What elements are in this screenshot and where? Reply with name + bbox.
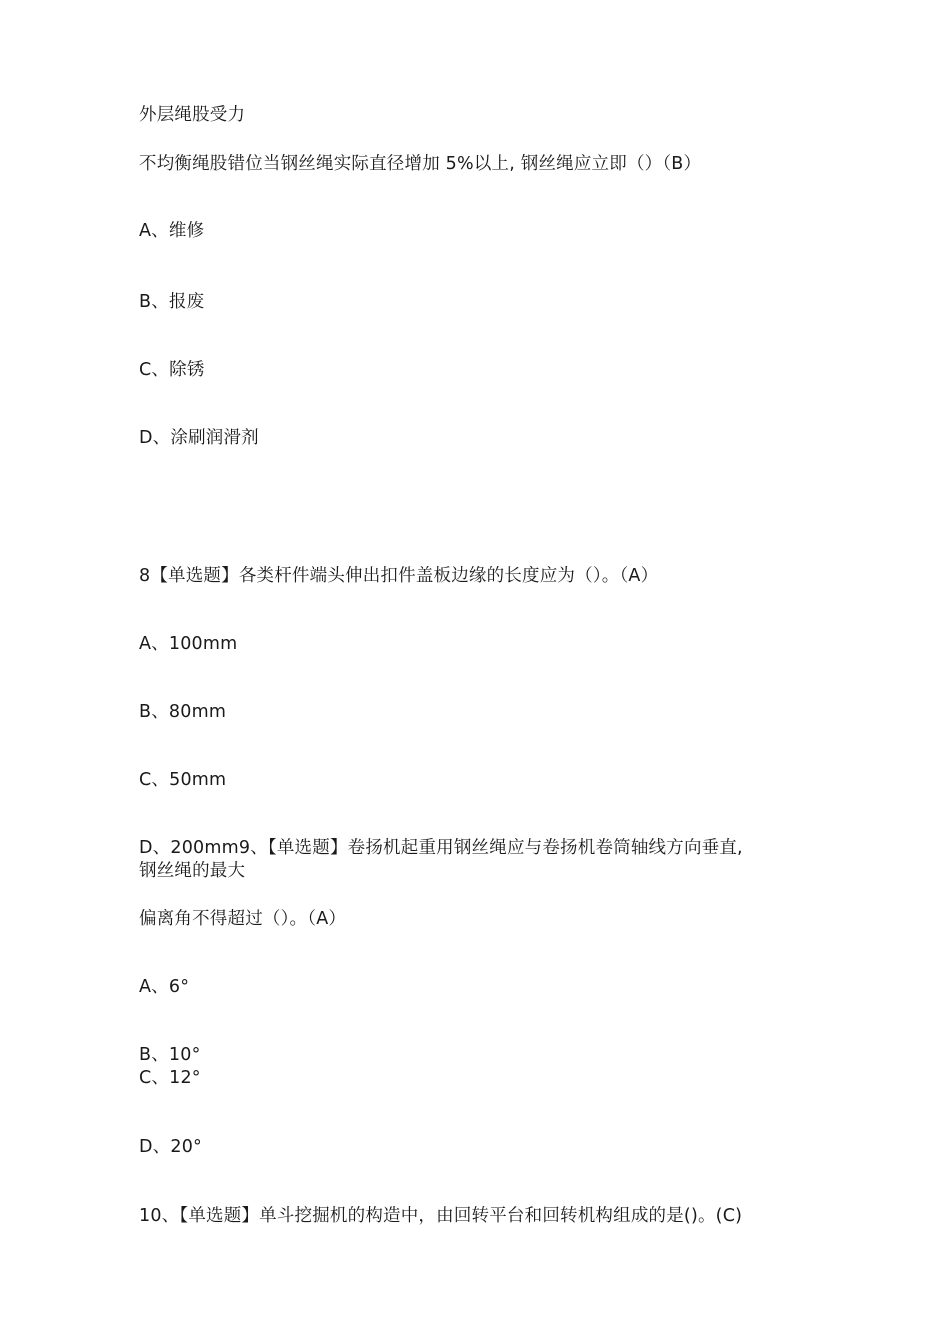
question-7-option-c: C、除锈 (139, 360, 205, 380)
question-10-stem: 10、【单选题】单斗挖掘机的构造中，由回转平台和回转机构组成的是()。(C) (139, 1206, 743, 1226)
question-7-option-d: D、涂刷润滑剂 (139, 428, 259, 448)
question-8-option-d-and-question-9-stem: D、200mm9、【单选题】卷扬机起重用钢丝绳应与卷扬机卷筒轴线方向垂直, (139, 838, 743, 858)
text-line-outer-strand-stress: 外层绳股受力 (139, 105, 246, 125)
question-9-option-d: D、20° (139, 1137, 202, 1157)
question-8-option-a: A、100mm (139, 634, 238, 654)
question-9-option-a: A、6° (139, 977, 190, 997)
question-8-option-b: B、80mm (139, 702, 227, 722)
question-9-option-c: C、12° (139, 1068, 201, 1088)
question-7-option-b: B、报废 (139, 292, 205, 312)
question-9-stem-end: 偏离角不得超过（）。（A） (139, 909, 347, 929)
question-9-stem-continued: 钢丝绳的最大 (139, 861, 246, 881)
question-7-option-a: A、维修 (139, 221, 205, 241)
question-8-stem: 8【单选题】各类杆件端头伸出扣件盖板边缘的长度应为（）。（A） (139, 566, 659, 586)
question-8-option-c: C、50mm (139, 770, 227, 790)
question-9-option-b: B、10° (139, 1045, 201, 1065)
question-7-stem: 不均衡绳股错位当钢丝绳实际直径增加 5%以上, 钢丝绳应立即（）（B） (139, 154, 702, 174)
